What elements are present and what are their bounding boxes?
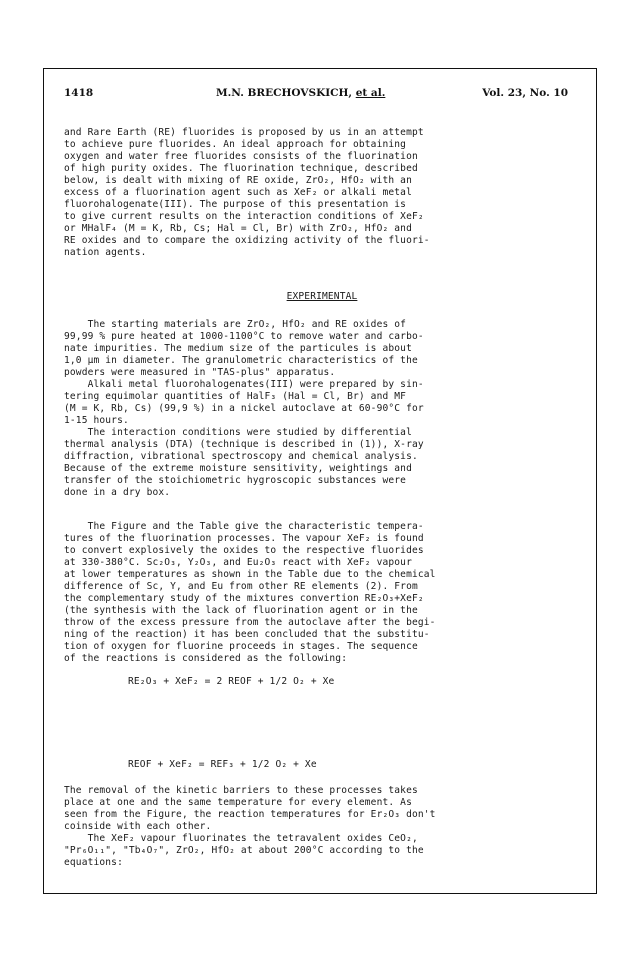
text-line: done in a dry box. (64, 487, 171, 498)
text-line: seen from the Figure, the reaction temperatures for Er₂O₃ don't (64, 809, 436, 820)
text-line: transfer of the stoichiometric hygroscopic substances were (64, 475, 407, 486)
text-line: the complementary study of the mixtures convertion RE₂O₃+XeF₂ (64, 593, 424, 604)
text-line: 1,0 µm in diameter. The granulometric characteristics of the (64, 355, 418, 366)
text-line: to convert explosively the oxides to the respective fluorides (64, 545, 424, 556)
text-line: throw of the excess pressure from the autoclave after the begi- (64, 617, 436, 628)
text-line: nate impurities. The medium size of the particules is about (64, 343, 412, 354)
text-line: below, is dealt with mixing of RE oxide, ZrO₂, HfO₂ with an (64, 175, 412, 186)
running-header (64, 87, 568, 103)
text-line: oxygen and water free fluorides consists of the fluorination (64, 151, 418, 162)
authors: M.N. BRECHOVSKICH, (216, 87, 356, 99)
text-line: of the reactions is considered as the following: (64, 653, 348, 664)
text-line: The interaction conditions were studied by differential (64, 427, 412, 438)
text-line: (M = K, Rb, Cs) (99,9 %) in a nickel autoclave at 60-90°C for (64, 403, 424, 414)
author-line (216, 87, 385, 99)
text-line: to achieve pure fluorides. An ideal approach for obtaining (64, 139, 407, 150)
text-line: diffraction, vibrational spectroscopy and chemical analysis. (64, 451, 418, 462)
et-al: et al. (355, 87, 386, 99)
text-line: excess of a fluorination agent such as XeF₂ or alkali metal (64, 187, 412, 198)
text-line: fluorohalogenate(III). The purpose of this presentation is (64, 199, 407, 210)
text-line: thermal analysis (DTA) (technique is described in (1)), X-ray (64, 439, 424, 450)
text-line: coinside with each other. (64, 821, 212, 832)
text-line: The removal of the kinetic barriers to these processes takes (64, 785, 418, 796)
text-line: difference of Sc, Y, and Eu from other RE elements (2). From (64, 581, 418, 592)
text-line: The Figure and the Table give the characteristic tempera- (64, 521, 424, 532)
text-line: tures of the fluorination processes. The vapour XeF₂ is found (64, 533, 424, 544)
text-line: of high purity oxides. The fluorination technique, described (64, 163, 418, 174)
text-line: RE oxides and to compare the oxidizing activity of the fluori- (64, 235, 430, 246)
text-line: The starting materials are ZrO₂, HfO₂ and RE oxides of (64, 319, 407, 330)
text-line: and Rare Earth (RE) fluorides is proposed by us in an attempt (64, 127, 424, 138)
text-line: at lower temperatures as shown in the Table due to the chemical (64, 569, 436, 580)
page-number: 1418 (64, 87, 94, 99)
section-heading: EXPERIMENTAL (286, 291, 358, 302)
text-line: tion of oxygen for fluorine proceeds in stages. The sequence (64, 641, 418, 652)
equation: REOF + XeF₂ = REF₃ + 1/2 O₂ + Xe (128, 759, 317, 770)
text-line: or MHalF₄ (M = K, Rb, Cs; Hal = Cl, Br) with ZrO₂, HfO₂ and (64, 223, 412, 234)
text-line: ning of the reaction) it has been concluded that the substitu- (64, 629, 430, 640)
text-line: (the synthesis with the lack of fluorination agent or in the (64, 605, 418, 616)
text-line: "Pr₆O₁₁", "Tb₄O₇", ZrO₂, HfO₂ at about 200°C according to the (64, 845, 424, 856)
text-line: place at one and the same temperature for every element. As (64, 797, 412, 808)
equation: RE₂O₃ + XeF₂ = 2 REOF + 1/2 O₂ + Xe (128, 676, 335, 687)
text-line: at 330-380°C. Sc₂O₃, Y₂O₃, and Eu₂O₃ react with XeF₂ vapour (64, 557, 412, 568)
text-line: Alkali metal fluorohalogenates(III) were prepared by sin- (64, 379, 424, 390)
text-line: 99,99 % pure heated at 1000-1100°C to remove water and carbo- (64, 331, 424, 342)
text-line: Because of the extreme moisture sensitivity, weightings and (64, 463, 412, 474)
text-line: to give current results on the interaction conditions of XeF₂ (64, 211, 424, 222)
text-line: 1-15 hours. (64, 415, 129, 426)
text-line: equations: (64, 857, 123, 868)
text-line: tering equimolar quantities of HalF₃ (Hal = Cl, Br) and MF (64, 391, 407, 402)
text-line: nation agents. (64, 247, 147, 258)
volume-issue: Vol. 23, No. 10 (482, 87, 568, 99)
text-line: The XeF₂ vapour fluorinates the tetravalent oxides CeO₂, (64, 833, 418, 844)
text-line: powders were measured in "TAS-plus" apparatus. (64, 367, 336, 378)
